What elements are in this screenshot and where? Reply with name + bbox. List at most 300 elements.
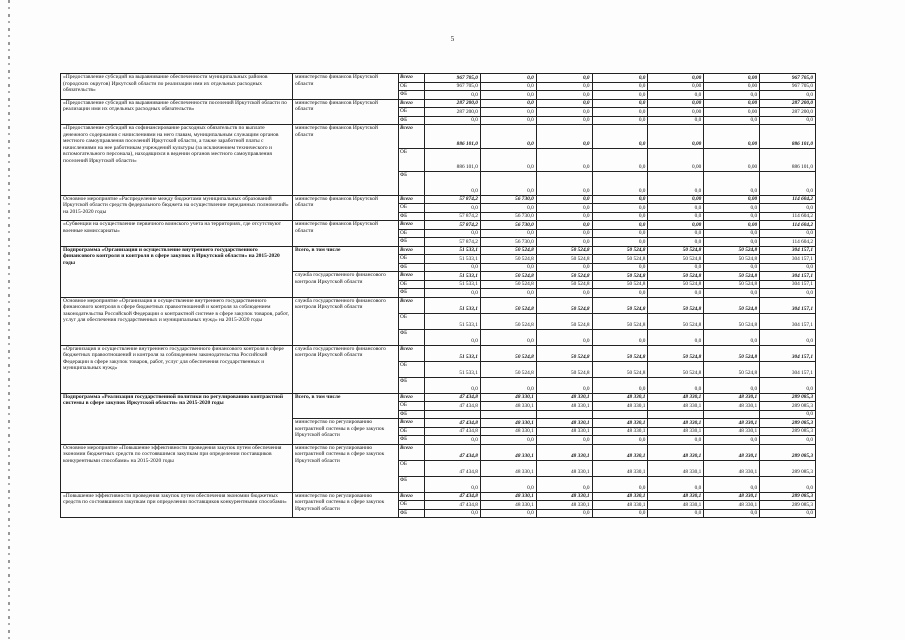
amount-cell: 50 524,8 bbox=[593, 346, 649, 361]
amount-cell: 114 604,2 bbox=[760, 196, 816, 204]
amount-cell: 0,0 bbox=[704, 510, 760, 518]
funding-source: ФБ bbox=[399, 510, 425, 518]
amount-cell: 304 157,1 bbox=[760, 298, 816, 313]
amount-cell: 48 330,1 bbox=[537, 461, 593, 476]
amount-cell: 50 524,8 bbox=[648, 281, 704, 289]
amount-cell: 50 524,8 bbox=[704, 247, 760, 255]
amount-cell: 0,0 bbox=[481, 108, 537, 116]
amount-cell: 51 533,1 bbox=[425, 298, 481, 313]
amount-cell: 0,0 bbox=[537, 510, 593, 518]
row-description: Основное мероприятие «Повышение эффективности проведения закупок путем обеспечения экономии бюджетных средств по состоявшимся закупкам при определении поставщиков конкурентными способами» на 2015-2020 годы bbox=[61, 445, 293, 492]
amount-cell: 0,0 bbox=[704, 477, 760, 492]
funding-source: Всего bbox=[399, 419, 425, 427]
amount-cell: 50 524,8 bbox=[481, 346, 537, 361]
funding-row bbox=[399, 298, 816, 314]
amount-cell: 56 730,0 bbox=[481, 238, 537, 246]
amount-cell: 50 524,8 bbox=[593, 298, 649, 313]
amount-cell: 287 200,0 bbox=[760, 100, 816, 108]
amount-cell: 0,0 bbox=[481, 172, 537, 195]
funding-row bbox=[399, 221, 816, 230]
row-description: «Организация и осуществление внутреннего государственного финансового контроля в сфере бюджетных правоотношений и контроля за соблюдением законодательства Российской Федерации в сфере закупок товаров, работ, услуг для обеспечения государственных и муниципальных нужд» bbox=[61, 346, 293, 393]
amount-cell: 0,0 bbox=[648, 510, 704, 518]
amount-cell: 48 330,1 bbox=[481, 445, 537, 460]
funding-row bbox=[399, 149, 816, 173]
amount-cell: 0,0 bbox=[481, 83, 537, 91]
amount-cell: 0,0 bbox=[593, 196, 649, 204]
amount-cell: 47 434,8 bbox=[425, 445, 481, 460]
amount-cell: 0,0 bbox=[481, 264, 537, 272]
funding-source: ФБ bbox=[399, 91, 425, 99]
funding-source: ОБ bbox=[399, 255, 425, 263]
amount-cell: 0,0 bbox=[648, 117, 704, 125]
amount-cell: 287 200,0 bbox=[760, 108, 816, 116]
amount-cell: 0,0 bbox=[648, 436, 704, 444]
funding-source: ОБ bbox=[399, 402, 425, 410]
row-description: «Предоставление субсидий на софинансирование расходных обязательств по выплате денежного содержания с начислениями на него главам, муниципальным служащим органов местного самоуправления поселений Иркутской области, а также заработной платы с начислениями на нее работникам учреждений культуры (за исключением технического и вспомогательного персонала), находящихся в ведении органов местного самоуправления поселений Иркутской области» bbox=[61, 125, 293, 195]
amount-cell: 289 085,3 bbox=[760, 501, 816, 509]
amount-cell: 0,0 bbox=[593, 230, 649, 238]
funding-row bbox=[399, 100, 816, 109]
amount-cell: 0,0 bbox=[425, 378, 481, 393]
funding-row bbox=[399, 172, 816, 195]
amount-cell: 48 330,1 bbox=[537, 493, 593, 501]
funding-row bbox=[399, 83, 816, 92]
funding-row bbox=[399, 411, 816, 419]
amount-cell: 48 330,1 bbox=[537, 501, 593, 509]
funding-row bbox=[399, 289, 816, 297]
amount-cell: 50 524,8 bbox=[704, 281, 760, 289]
amount-cell: 0,0 bbox=[537, 477, 593, 492]
amount-cell: 0,0 bbox=[704, 436, 760, 444]
amount-cell: 289 085,3 bbox=[760, 419, 816, 427]
amount-cell: 48 330,1 bbox=[593, 461, 649, 476]
table-row bbox=[61, 125, 816, 196]
amount-cell: 0,00 bbox=[704, 149, 760, 172]
amount-cell: 967 705,0 bbox=[760, 74, 816, 82]
amount-cell: 48 330,1 bbox=[537, 402, 593, 410]
amount-cell: 0,0 bbox=[704, 264, 760, 272]
amount-cell: 0,00 bbox=[704, 125, 760, 148]
amount-cell: 967 705,0 bbox=[760, 83, 816, 91]
amount-cell: 0,0 bbox=[481, 436, 537, 444]
amount-cell: 50 524,8 bbox=[481, 247, 537, 255]
funding-source: ОБ bbox=[399, 501, 425, 509]
funding-source: ОБ bbox=[399, 428, 425, 436]
amount-cell: 886 101,0 bbox=[760, 149, 816, 172]
funding-row bbox=[399, 493, 816, 502]
row-description: «Предоставление субсидий на выравнивание обеспеченности поселений Иркутской области по реализации ими их отдельных расходных обязательств» bbox=[61, 100, 293, 125]
funding-row bbox=[399, 213, 816, 221]
executor-block bbox=[293, 445, 816, 492]
funding-row bbox=[399, 461, 816, 477]
budget-table bbox=[60, 73, 816, 518]
executor-block bbox=[293, 419, 816, 444]
amount-cell: 48 330,1 bbox=[593, 402, 649, 410]
amount-cell: 0,0 bbox=[593, 510, 649, 518]
funding-row bbox=[399, 419, 816, 428]
executor-block bbox=[293, 221, 816, 246]
amount-cell: 0,0 bbox=[537, 330, 593, 345]
amount-cell: 51 533,1 bbox=[425, 346, 481, 361]
amount-cell: 47 434,8 bbox=[425, 402, 481, 410]
amount-cell: 48 330,1 bbox=[537, 445, 593, 460]
amount-cell: 0,0 bbox=[481, 74, 537, 82]
amount-cell: 0,0 bbox=[593, 221, 649, 229]
amount-cell: 0,0 bbox=[537, 378, 593, 393]
funding-source: Всего bbox=[399, 445, 425, 460]
amount-cell: 57 874,2 bbox=[425, 221, 481, 229]
amount-cell: 50 524,8 bbox=[704, 314, 760, 329]
amount-cell: 0,0 bbox=[760, 378, 816, 393]
funding-source: Всего bbox=[399, 247, 425, 255]
amount-cell: 0,0 bbox=[537, 125, 593, 148]
executor-cell: министерство по регулированию контрактной системы в сфере закупок Иркутской области bbox=[293, 445, 399, 492]
executor-cell: министерство финансов Иркутской области bbox=[293, 196, 399, 221]
amount-cell: 0,0 bbox=[537, 100, 593, 108]
amount-cell: 304 157,1 bbox=[760, 255, 816, 263]
amount-cell: 50 524,8 bbox=[481, 314, 537, 329]
amount-cell: 48 330,1 bbox=[704, 461, 760, 476]
table-row bbox=[61, 221, 816, 247]
executor-block bbox=[293, 74, 816, 99]
executor-cell: Всего, в том числе bbox=[293, 247, 399, 272]
amount-cell: 51 533,1 bbox=[425, 281, 481, 289]
amount-cell: 886 101,0 bbox=[760, 125, 816, 148]
amount-cell: 0,00 bbox=[648, 149, 704, 172]
funding-row bbox=[399, 428, 816, 437]
amount-cell: 50 524,8 bbox=[537, 362, 593, 377]
amount-cell: 304 157,1 bbox=[760, 281, 816, 289]
amount-cell: 48 330,1 bbox=[593, 493, 649, 501]
amount-cell bbox=[425, 411, 481, 419]
amount-cell: 0,0 bbox=[760, 204, 816, 212]
executor-cell: Всего, в том числе bbox=[293, 394, 399, 419]
amount-cell: 0,0 bbox=[425, 510, 481, 518]
amount-cell bbox=[481, 411, 537, 419]
executor-block bbox=[293, 346, 816, 393]
amount-cell: 0,00 bbox=[704, 74, 760, 82]
executor-block bbox=[293, 196, 816, 221]
amount-cell bbox=[704, 411, 760, 419]
amount-cell bbox=[537, 411, 593, 419]
funding-source: ОБ bbox=[399, 108, 425, 116]
amount-cell: 0,0 bbox=[593, 100, 649, 108]
amount-cell: 50 524,8 bbox=[648, 362, 704, 377]
funding-source: ОБ bbox=[399, 149, 425, 172]
amount-cell: 51 533,1 bbox=[425, 362, 481, 377]
amount-cell: 0,0 bbox=[425, 230, 481, 238]
amount-cell: 886 101,0 bbox=[425, 149, 481, 172]
amount-cell: 886 101,0 bbox=[425, 125, 481, 148]
amount-cell: 0,0 bbox=[425, 204, 481, 212]
executor-cell: министерство по регулированию контрактной системы в сфере закупок Иркутской области bbox=[293, 493, 399, 518]
amount-cell: 0,0 bbox=[425, 289, 481, 297]
funding-row bbox=[399, 74, 816, 83]
amount-cell: 0,00 bbox=[704, 196, 760, 204]
amount-cell: 0,0 bbox=[481, 204, 537, 212]
amount-cell: 0,0 bbox=[760, 477, 816, 492]
amount-cell: 0,0 bbox=[648, 330, 704, 345]
amount-cell: 56 730,0 bbox=[481, 196, 537, 204]
amount-cell: 0,0 bbox=[593, 108, 649, 116]
amount-cell: 50 524,8 bbox=[481, 298, 537, 313]
amount-cell: 0,0 bbox=[481, 378, 537, 393]
amount-cell bbox=[648, 411, 704, 419]
amount-cell: 0,0 bbox=[593, 378, 649, 393]
amount-cell: 48 330,1 bbox=[481, 394, 537, 402]
amount-cell: 0,00 bbox=[704, 83, 760, 91]
executor-cell: служба государственного финансового контроля Иркутской области bbox=[293, 346, 399, 393]
funding-source: ФБ bbox=[399, 117, 425, 125]
amount-cell: 0,0 bbox=[537, 264, 593, 272]
amount-cell: 51 533,1 bbox=[425, 247, 481, 255]
amount-cell: 50 524,8 bbox=[481, 272, 537, 280]
amount-cell: 0,0 bbox=[593, 289, 649, 297]
amount-cell: 0,0 bbox=[760, 289, 816, 297]
amount-cell: 48 330,1 bbox=[704, 493, 760, 501]
executor-block bbox=[293, 493, 816, 518]
amount-cell: 50 524,8 bbox=[593, 314, 649, 329]
funding-source: ОБ bbox=[399, 362, 425, 377]
funding-row bbox=[399, 330, 816, 345]
funding-source: Всего bbox=[399, 394, 425, 402]
amount-cell: 0,0 bbox=[537, 74, 593, 82]
amount-cell: 47 434,8 bbox=[425, 461, 481, 476]
amount-cell: 47 434,8 bbox=[425, 493, 481, 501]
funding-row bbox=[399, 510, 816, 518]
amount-cell: 0,0 bbox=[481, 149, 537, 172]
amount-cell: 50 524,8 bbox=[648, 346, 704, 361]
amount-cell: 51 533,1 bbox=[425, 314, 481, 329]
amount-cell: 50 524,8 bbox=[537, 281, 593, 289]
amount-cell: 0,0 bbox=[425, 117, 481, 125]
executor-block bbox=[293, 394, 816, 420]
amount-cell: 0,0 bbox=[704, 238, 760, 246]
amount-cell: 0,0 bbox=[481, 510, 537, 518]
amount-cell: 0,0 bbox=[760, 172, 816, 195]
amount-cell: 48 330,1 bbox=[648, 402, 704, 410]
table-row bbox=[61, 394, 816, 445]
funding-row bbox=[399, 501, 816, 510]
amount-cell: 48 330,1 bbox=[648, 419, 704, 427]
amount-cell: 0,0 bbox=[704, 172, 760, 195]
amount-cell: 0,0 bbox=[537, 172, 593, 195]
executor-block bbox=[293, 298, 816, 345]
funding-row bbox=[399, 378, 816, 393]
funding-source: ОБ bbox=[399, 83, 425, 91]
amount-cell: 0,0 bbox=[481, 289, 537, 297]
funding-row bbox=[399, 436, 816, 444]
amount-cell: 0,00 bbox=[704, 108, 760, 116]
row-description: Основное мероприятие «Распределение между бюджетами муниципальных образований Иркутской области средств федерального бюджета на осуществление переданных полномочий» на 2015-2020 годы bbox=[61, 196, 293, 221]
amount-cell: 0,0 bbox=[704, 289, 760, 297]
amount-cell: 0,0 bbox=[648, 230, 704, 238]
funding-source: ОБ bbox=[399, 461, 425, 476]
page-number: 5 bbox=[450, 35, 455, 43]
amount-cell: 0,0 bbox=[704, 91, 760, 99]
amount-cell: 0,0 bbox=[537, 289, 593, 297]
funding-row bbox=[399, 272, 816, 281]
amount-cell: 48 330,1 bbox=[648, 461, 704, 476]
amount-cell: 48 330,1 bbox=[537, 428, 593, 436]
amount-cell: 114 604,2 bbox=[760, 213, 816, 221]
funding-row bbox=[399, 314, 816, 330]
amount-cell: 0,0 bbox=[537, 238, 593, 246]
amount-cell: 47 434,8 bbox=[425, 419, 481, 427]
funding-row bbox=[399, 125, 816, 149]
amount-cell: 0,0 bbox=[648, 289, 704, 297]
amount-cell: 0,0 bbox=[593, 213, 649, 221]
funding-source: Всего bbox=[399, 74, 425, 82]
amount-cell: 0,0 bbox=[425, 264, 481, 272]
amount-cell: 0,0 bbox=[760, 411, 816, 419]
amount-cell: 0,0 bbox=[425, 172, 481, 195]
amount-cell: 0,0 bbox=[760, 510, 816, 518]
funding-row bbox=[399, 196, 816, 205]
executor-cell: министерство финансов Иркутской области bbox=[293, 100, 399, 125]
amount-cell: 48 330,1 bbox=[593, 428, 649, 436]
funding-row bbox=[399, 230, 816, 239]
amount-cell: 0,0 bbox=[593, 330, 649, 345]
amount-cell: 0,0 bbox=[537, 108, 593, 116]
amount-cell: 0,0 bbox=[760, 436, 816, 444]
funding-source: ФБ bbox=[399, 289, 425, 297]
amount-cell: 0,0 bbox=[481, 477, 537, 492]
amount-cell: 48 330,1 bbox=[537, 419, 593, 427]
funding-row bbox=[399, 204, 816, 213]
funding-source: ФБ bbox=[399, 436, 425, 444]
amount-cell: 0,0 bbox=[537, 83, 593, 91]
amount-cell: 48 330,1 bbox=[481, 402, 537, 410]
amount-cell: 50 524,8 bbox=[648, 298, 704, 313]
amount-cell: 0,0 bbox=[760, 91, 816, 99]
amount-cell: 0,0 bbox=[760, 230, 816, 238]
amount-cell: 0,0 bbox=[648, 238, 704, 246]
amount-cell: 0,0 bbox=[537, 117, 593, 125]
amount-cell: 114 604,2 bbox=[760, 238, 816, 246]
amount-cell: 0,0 bbox=[593, 477, 649, 492]
amount-cell: 0,0 bbox=[648, 91, 704, 99]
funding-source: ФБ bbox=[399, 213, 425, 221]
amount-cell: 0,00 bbox=[648, 125, 704, 148]
amount-cell: 0,0 bbox=[481, 117, 537, 125]
funding-row bbox=[399, 394, 816, 403]
executor-block bbox=[293, 272, 816, 297]
amount-cell: 50 524,8 bbox=[704, 346, 760, 361]
amount-cell: 0,0 bbox=[425, 436, 481, 444]
amount-cell: 51 533,1 bbox=[425, 272, 481, 280]
table-row bbox=[61, 74, 816, 100]
funding-row bbox=[399, 362, 816, 378]
amount-cell: 287 200,0 bbox=[425, 100, 481, 108]
amount-cell: 57 874,2 bbox=[425, 213, 481, 221]
amount-cell: 50 524,8 bbox=[481, 362, 537, 377]
row-description: Подпрограмма «Реализация государственной политики по регулированию контрактной системы в сфере закупок Иркутской области» на 2015-2020 годы bbox=[61, 394, 293, 444]
amount-cell: 304 157,1 bbox=[760, 314, 816, 329]
amount-cell: 48 330,1 bbox=[481, 419, 537, 427]
amount-cell: 50 524,8 bbox=[537, 314, 593, 329]
funding-row bbox=[399, 477, 816, 492]
executor-cell: служба государственного финансового контроля Иркутской области bbox=[293, 298, 399, 345]
funding-source: Всего bbox=[399, 493, 425, 501]
funding-source: ФБ bbox=[399, 264, 425, 272]
amount-cell: 289 085,3 bbox=[760, 402, 816, 410]
amount-cell: 0,0 bbox=[537, 204, 593, 212]
row-description: Подпрограмма «Организация и осуществление внутреннего государственного финансового контроля и контроля в сфере закупок в Иркутской области» на 2015-2020 годы bbox=[61, 247, 293, 297]
amount-cell: 0,00 bbox=[648, 196, 704, 204]
amount-cell: 50 524,8 bbox=[593, 255, 649, 263]
amount-cell: 0,0 bbox=[593, 125, 649, 148]
amount-cell: 48 330,1 bbox=[704, 501, 760, 509]
amount-cell: 50 524,8 bbox=[704, 255, 760, 263]
amount-cell: 0,00 bbox=[648, 108, 704, 116]
amount-cell: 48 330,1 bbox=[704, 419, 760, 427]
funding-source: ОБ bbox=[399, 281, 425, 289]
executor-cell: министерство финансов Иркутской области bbox=[293, 221, 399, 246]
table-row bbox=[61, 100, 816, 126]
amount-cell: 50 524,8 bbox=[648, 247, 704, 255]
amount-cell: 0,0 bbox=[704, 330, 760, 345]
amount-cell: 50 524,8 bbox=[593, 362, 649, 377]
amount-cell: 50 524,8 bbox=[537, 346, 593, 361]
amount-cell: 48 330,1 bbox=[481, 493, 537, 501]
amount-cell: 0,0 bbox=[537, 196, 593, 204]
amount-cell: 0,0 bbox=[481, 330, 537, 345]
amount-cell: 50 524,8 bbox=[537, 272, 593, 280]
table-row bbox=[61, 196, 816, 222]
amount-cell: 56 730,0 bbox=[481, 221, 537, 229]
amount-cell: 0,0 bbox=[648, 264, 704, 272]
table-row bbox=[61, 445, 816, 493]
amount-cell: 0,0 bbox=[537, 149, 593, 172]
amount-cell: 0,0 bbox=[760, 117, 816, 125]
amount-cell: 0,0 bbox=[537, 436, 593, 444]
amount-cell: 48 330,1 bbox=[593, 394, 649, 402]
amount-cell: 48 330,1 bbox=[481, 428, 537, 436]
amount-cell bbox=[593, 411, 649, 419]
funding-source: Всего bbox=[399, 346, 425, 361]
row-description: «Субвенции на осуществление первичного воинского учета на территориях, где отсутствуют военные комиссариаты» bbox=[61, 221, 293, 246]
row-description: «Предоставление субсидий на выравнивание обеспеченности муниципальных районов (городских округов) Иркутской области по реализации ими их отдельных расходных обязательств» bbox=[61, 74, 293, 99]
amount-cell: 114 604,2 bbox=[760, 221, 816, 229]
amount-cell: 0,0 bbox=[593, 204, 649, 212]
amount-cell: 0,0 bbox=[593, 117, 649, 125]
amount-cell: 0,0 bbox=[537, 221, 593, 229]
funding-source: ФБ bbox=[399, 411, 425, 419]
amount-cell: 0,00 bbox=[704, 100, 760, 108]
funding-row bbox=[399, 108, 816, 117]
amount-cell: 50 524,8 bbox=[593, 247, 649, 255]
amount-cell: 0,0 bbox=[537, 213, 593, 221]
funding-source: ОБ bbox=[399, 204, 425, 212]
amount-cell: 56 730,0 bbox=[481, 213, 537, 221]
amount-cell: 47 434,8 bbox=[425, 394, 481, 402]
funding-source: Всего bbox=[399, 100, 425, 108]
amount-cell: 0,0 bbox=[648, 477, 704, 492]
amount-cell: 48 330,1 bbox=[648, 394, 704, 402]
amount-cell: 48 330,1 bbox=[537, 394, 593, 402]
amount-cell: 287 200,0 bbox=[425, 108, 481, 116]
amount-cell: 51 533,1 bbox=[425, 255, 481, 263]
funding-source: Всего bbox=[399, 221, 425, 229]
amount-cell: 50 524,8 bbox=[537, 255, 593, 263]
amount-cell: 0,0 bbox=[593, 436, 649, 444]
table-row bbox=[61, 298, 816, 346]
scan-edge bbox=[8, 0, 10, 640]
amount-cell: 0,0 bbox=[704, 213, 760, 221]
amount-cell: 0,00 bbox=[648, 100, 704, 108]
amount-cell: 48 330,1 bbox=[648, 493, 704, 501]
